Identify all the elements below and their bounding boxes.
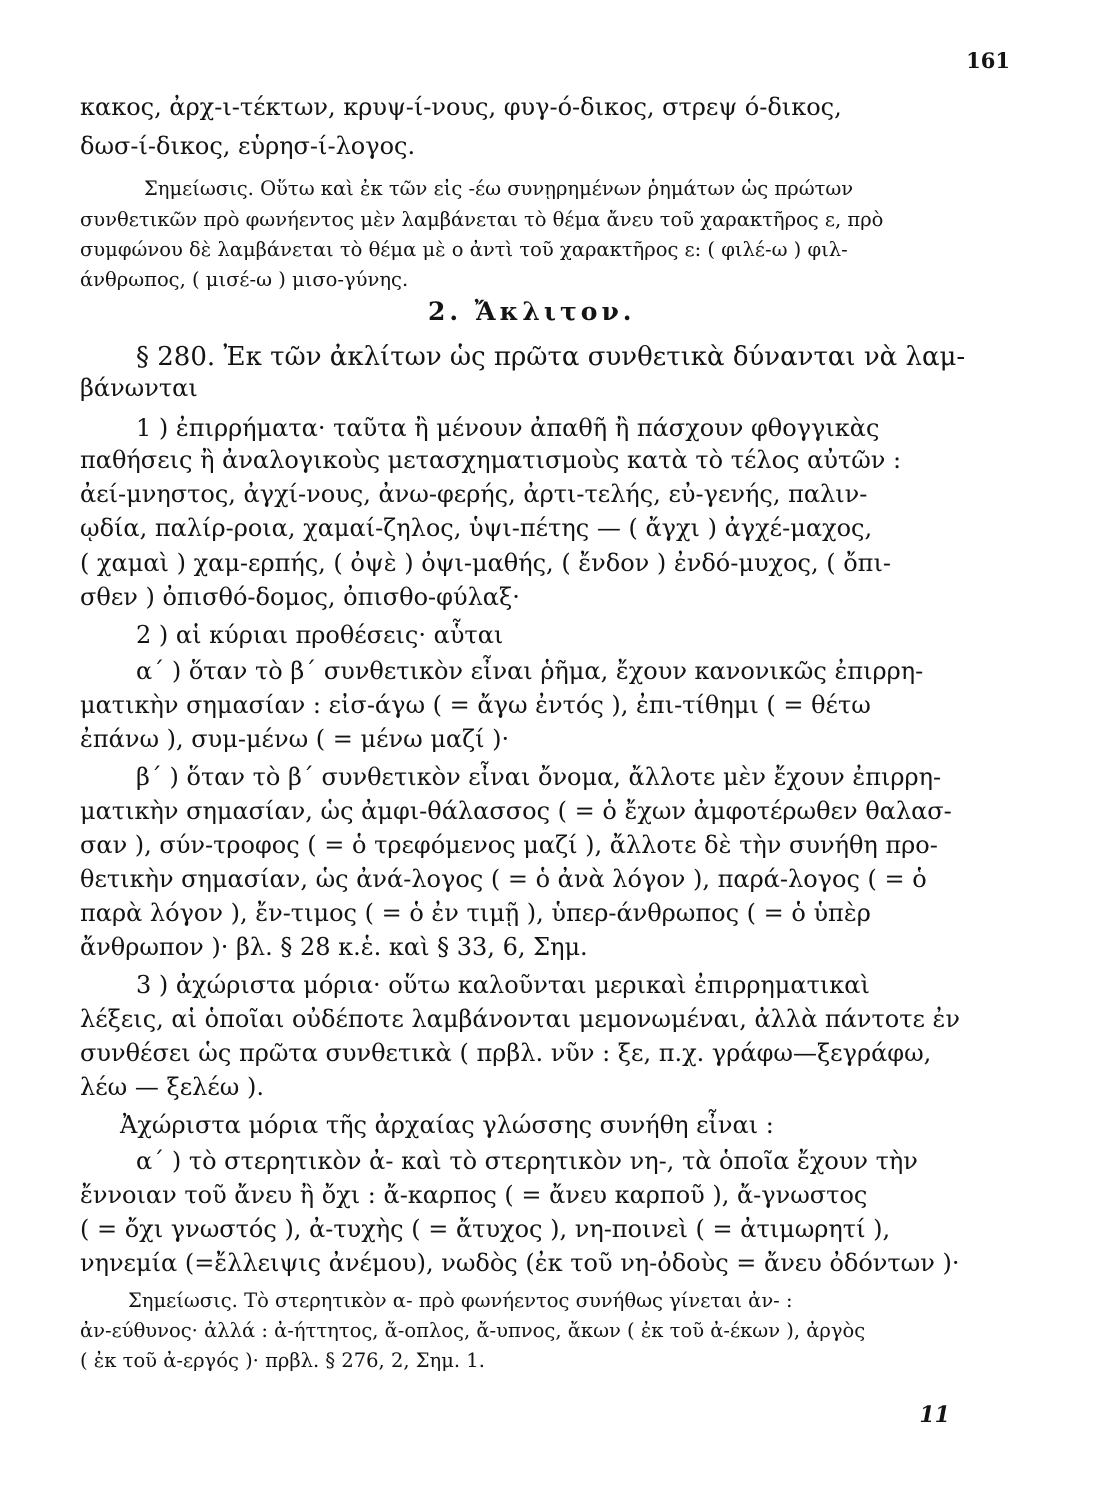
item-2b-line-6: ἄνθρωπον )· βλ. § 28 κ.ἑ. καὶ § 33, 6, Σημ. (80, 933, 588, 961)
item-3-line-4: λέω — ξελέω ). (80, 1073, 264, 1101)
item-1-line-2: παθήσεις ἢ ἀναλογικοὺς μετασχηματισμοὺς κατὰ τὸ τέλος αὐτῶν : (80, 446, 902, 474)
item-2b-line-4: θετικὴν σημασίαν, ὡς ἀνά-λογος ( = ὁ ἀνὰ λόγον ), παρά-λογος ( = ὁ (80, 865, 927, 893)
item-2b-line-1: β´ ) ὅταν τὸ β´ συνθετικὸν εἶναι ὄνομα, ἄλλοτε μὲν ἔχουν ἐπιρρη- (136, 763, 942, 791)
note-line-2: συνθετικῶν πρὸ φωνήεντος μὲν λαμβάνεται τὸ θέμα ἄνευ τοῦ χαρακτῆρος ε, πρὸ (80, 208, 884, 231)
note-line-3: συμφώνου δὲ λαμβάνεται τὸ θέμα μὲ ο ἀντὶ τοῦ χαρακτῆρος ε: ( φιλέ-ω ) φιλ- (80, 238, 848, 261)
signature-mark: 11 (919, 1402, 950, 1428)
item-3-line-3: συνθέσει ὡς πρῶτα συνθετικὰ ( πρβλ. νῦν : ξε, π.χ. γράφω—ξεγράφω, (80, 1039, 932, 1067)
item-2a-line-3: ἐπάνω ), συμ-μένω ( = μένω μαζί )· (80, 725, 510, 753)
note-line-1: Σημείωσις. Οὕτω καὶ ἐκ τῶν εἰς -έω συνῃρημένων ῥημάτων ὡς πρώτων (144, 177, 854, 200)
paragraph-particles-line-1: Ἀχώριστα μόρια τῆς ἀρχαίας γλώσσης συνήθη εἶναι : (120, 1111, 774, 1139)
item-3a-line-1: α´ ) τὸ στερητικὸν ἀ- καὶ τὸ στερητικὸν νη-, τὰ ὁποῖα ἔχουν τὴν (136, 1147, 918, 1175)
footnote-line-1: Σημείωσις. Τὸ στερητικὸν α- πρὸ φωνήεντος συνήθως γίνεται ἀν- : (128, 1289, 793, 1312)
item-2b-line-2: ματικὴν σημασίαν, ὡς ἀμφι-θάλασσος ( = ὁ ἔχων ἀμφοτέρωθεν θαλασ- (80, 797, 952, 825)
footnote-line-2: ἀν-εύθυνος· ἀλλά : ἀ-ήττητος, ἄ-οπλος, ἄ-υπνος, ἄκων ( ἐκ τοῦ ἀ-έκων ), ἀργὸς (80, 1319, 866, 1342)
item-3a-line-4: νηνεμία (=ἔλλειψις ἀνέμου), νωδὸς (ἐκ τοῦ νη-ὀδοὺς = ἄνευ ὀδόντων )· (80, 1249, 960, 1277)
footnote-line-3: ( ἐκ τοῦ ἀ-εργός )· πρβλ. § 276, 2, Σημ. 1. (80, 1349, 485, 1372)
item-2b-line-3: σαν ), σύν-τροφος ( = ὁ τρεφόμενος μαζί ), ἄλλοτε δὲ τὴν συνήθη προ- (80, 831, 938, 859)
item-2b-line-5: παρὰ λόγον ), ἔν-τιμος ( = ὁ ἐν τιμῇ ), ὑπερ-άνθρωπος ( = ὁ ὑπὲρ (80, 899, 871, 927)
item-1-line-6: σθεν ) ὀπισθό-δομος, ὀπισθο-φύλαξ· (80, 583, 520, 611)
paragraph-280-line-1: § 280. Ἐκ τῶν ἀκλίτων ὡς πρῶτα συνθετικὰ δύνανται νὰ λαμ- (136, 342, 966, 372)
item-1-line-4: ῳδία, παλίρ-ροια, χαμαί-ζηλος, ὑψι-πέτης — ( ἄγχι ) ἀγχέ-μαχος, (80, 514, 873, 542)
item-3-line-2: λέξεις, αἱ ὁποῖαι οὐδέποτε λαμβάνονται μεμονωμέναι, ἀλλὰ πάντοτε ἐν (80, 1005, 961, 1033)
text-line-2: δωσ-ί-δικος, εὑρησ-ί-λογος. (80, 132, 416, 160)
item-1-line-1: 1 ) ἐπιρρήματα· ταῦτα ἢ μένουν ἀπαθῆ ἢ πάσχουν φθογγικὰς (136, 414, 880, 442)
item-2-line-1: 2 ) αἱ κύριαι προθέσεις· αὗται (136, 621, 504, 649)
item-1-line-5: ( χαμαὶ ) χαμ-ερπής, ( ὀψὲ ) ὀψι-μαθής, ( ἔνδον ) ἐνδό-μυχος, ( ὄπι- (80, 549, 891, 577)
text-line-1: κακος, ἀρχ-ι-τέκτων, κρυψ-ί-νους, φυγ-ό-δικος, στρεψ ό-δικος, (80, 93, 842, 121)
item-1-line-3: ἀεί-μνηστος, ἀγχί-νους, ἀνω-φερής, ἀρτι-τελής, εὐ-γενής, παλιν- (80, 480, 868, 508)
section-heading: 2. Ἄκλιτον. (428, 297, 636, 326)
item-3a-line-3: ( = ὄχι γνωστός ), ἀ-τυχὴς ( = ἄτυχος ), νη-ποινεὶ ( = ἀτιμωρητί ), (80, 1215, 891, 1243)
item-2a-line-2: ματικὴν σημασίαν : εἰσ-άγω ( = ἄγω ἐντός ), ἐπι-τίθημι ( = θέτω (80, 691, 871, 719)
item-3a-line-2: ἔννοιαν τοῦ ἄνευ ἢ ὄχι : ἄ-καρπος ( = ἄνευ καρποῦ ), ἄ-γνωστος (80, 1181, 868, 1209)
item-3-line-1: 3 ) ἀχώριστα μόρια· οὕτω καλοῦνται μερικαὶ ἐπιρρηματικαὶ (136, 971, 870, 999)
paragraph-280-line-2: βάνωνται (80, 374, 198, 402)
page-number: 161 (966, 48, 1010, 73)
note-line-4: άνθρωπος, ( μισέ-ω ) μισο-γύνης. (80, 268, 409, 291)
item-2a-line-1: α´ ) ὅταν τὸ β´ συνθετικὸν εἶναι ῥῆμα, ἔχουν κανονικῶς ἐπιρρη- (136, 657, 924, 685)
